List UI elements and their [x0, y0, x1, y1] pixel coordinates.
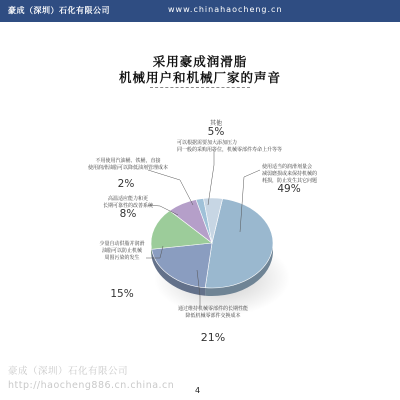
watermark-url: http://haocheng886.cn.china.cn [8, 380, 175, 391]
slice-label-auto-3: 周围污染的发生 [104, 255, 140, 261]
slice-pct-main: 49% [277, 183, 301, 195]
website-url[interactable]: www.chinahaocheng.cn [168, 5, 283, 14]
slice-label-main-3: 耗损，防止发生其它问题 [262, 178, 318, 184]
slice-label-auto-2: 油脂可以防止机械 [101, 248, 142, 254]
leader-other [208, 150, 214, 205]
slice-label-other-1: 可以根据需要加大添加压力 [177, 140, 238, 146]
slice-pct-mgmt: 2% [117, 178, 135, 190]
slice-label-long-1: 高温适应能力和更 [107, 196, 148, 202]
slice-pct-auto: 15% [110, 288, 134, 300]
slice-label-main-2: 减弱磨损或来保持机械的 [262, 171, 318, 177]
slice-label-mgmt-2: 使用润滑油脂可以降低油剂管理成本 [87, 165, 168, 171]
slice-pct-long: 8% [119, 208, 137, 220]
slice-pct-other: 5% [207, 126, 225, 138]
pie-top [151, 198, 273, 288]
slice-label-other-title: 其他 [209, 120, 222, 127]
slice-label-parts-2: 降低机械零部件交换成本 [185, 313, 241, 319]
chart-subtitle: 机械用户和机械厂家的声音 [118, 70, 281, 85]
company-name: 豪成（深圳）石化有限公司 [8, 6, 110, 15]
slice-label-parts-1: 通过维持机械零部件的长期性能 [177, 306, 248, 312]
watermark-company: 豪成（深圳）石化有限公司 [8, 366, 129, 377]
slice-pct-parts: 21% [200, 331, 226, 344]
page-number: 4 [195, 386, 201, 395]
slice-label-mgmt-1: 不用使用汽油桶、铁桶，直接 [95, 158, 161, 164]
chart-title: 采用豪成润滑脂 [152, 54, 248, 69]
slice-label-other-2: 同一般的采购用等位，机械零部件寿命上升等等 [177, 147, 283, 153]
slice-label-main-1: 使用适当的润滑剂量会 [262, 164, 313, 170]
slice-label-long-2: 长期可靠性的改善系统 [102, 203, 153, 209]
slice-label-auto-1: 少量自动供脂并润滑 [99, 241, 145, 247]
